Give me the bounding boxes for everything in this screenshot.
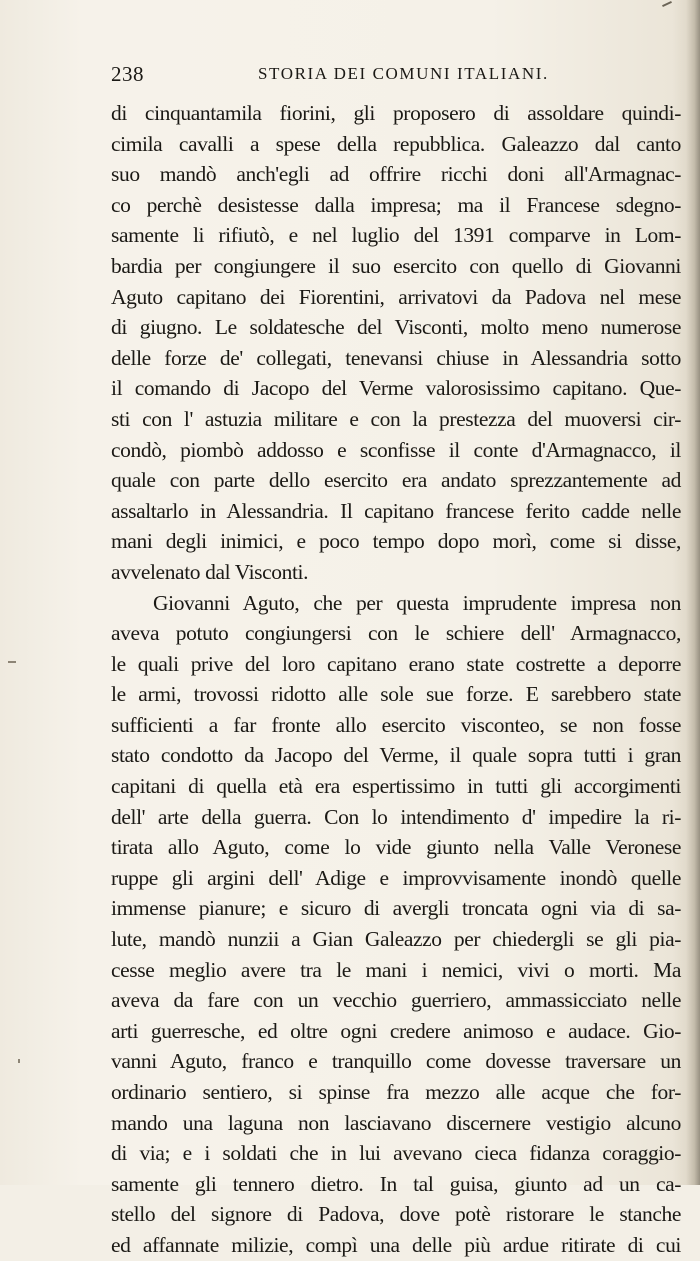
text-line: assaltarlo in Alessandria. Il capitano francese ferito cadde nelle: [111, 498, 681, 523]
text-line: il comando di Jacopo del Verme valorosissimo capitano. Que-: [111, 376, 681, 401]
text-line: samente gli tennero dietro. In tal guisa, giunto ad un ca-: [111, 1171, 681, 1196]
text-line: aveva da fare con un vecchio guerriero, ammassicciato nelle: [111, 988, 681, 1013]
page-edge-shadow: [686, 0, 700, 1185]
text-line: stello del signore di Padova, dove potè ristorare le stanche: [111, 1202, 681, 1227]
paragraph-1: [111, 98, 681, 588]
text-line: avvelenato dal Visconti.: [111, 559, 309, 584]
text-line: mani degli inimici, e poco tempo dopo morì, come si disse,: [111, 529, 681, 554]
text-line: ordinario sentiero, si spinse fra mezzo alle acque che for-: [111, 1080, 681, 1104]
text-line: di giugno. Le soldatesche del Visconti, molto meno numerose: [111, 315, 681, 340]
ink-speck: [18, 1059, 20, 1063]
text-line: sufficienti a far fronte allo esercito visconteo, se non fosse: [111, 712, 681, 737]
text-line: stato condotto da Jacopo del Verme, il quale sopra tutti i gran: [111, 743, 681, 768]
text-line: bardia per congiungere il suo esercito con quello di Giovanni: [111, 253, 681, 278]
text-line: vanni Aguto, franco e tranquillo come dovesse traversare un: [111, 1049, 681, 1074]
text-line: delle forze de' collegati, tenevansi chiuse in Alessandria sotto: [111, 345, 681, 370]
text-line: le armi, trovossi ridotto alle sole sue forze. E sarebbero state: [111, 682, 681, 707]
text-line: cesse meglio avere tra le mani i nemici, vivi o morti. Ma: [111, 957, 681, 982]
text-line: mando una laguna non lasciavano discernere vestigio alcuno: [111, 1110, 681, 1135]
text-line: samente li rifiutò, e nel luglio del 1391 comparve in Lom-: [111, 223, 681, 248]
paragraph-2: [111, 588, 681, 1261]
text-line: dell' arte della guerra. Con lo intendimento d' impedire la ri-: [111, 804, 681, 829]
ink-speck: [662, 1, 672, 7]
text-line: sti con l' astuzia militare e con la prestezza del muoversi cir-: [111, 406, 681, 431]
text-line: arti guerresche, ed oltre ogni credere animoso e audace. Gio-: [111, 1018, 681, 1043]
text-line: capitani di quella età era espertissimo in tutti gli accorgimenti: [111, 774, 681, 799]
text-line: tirata allo Aguto, come lo vide giunto nella Valle Veronese: [111, 835, 681, 860]
text-line: aveva potuto congiungersi con le schiere dell' Armagnacco,: [111, 621, 681, 646]
text-line: lute, mandò nunzii a Gian Galeazzo per chiedergli se gli pia-: [111, 927, 681, 952]
page-header: [111, 62, 681, 90]
text-line: condò, piombò addosso e sconfisse il conte d'Armagnacco, il: [111, 437, 681, 462]
text-line: Aguto capitano dei Fiorentini, arrivatovi da Padova nel mese: [111, 284, 681, 309]
body-text: [111, 98, 681, 1261]
text-line: le quali prive del loro capitano erano state costrette a deporre: [111, 651, 681, 676]
text-line: immense pianure; e sicuro di avergli troncata ogni via di sa-: [111, 896, 681, 921]
text-line: cimila cavalli a spese della repubblica. Galeazzo dal canto: [111, 131, 681, 156]
text-line: di via; e i soldati che in lui avevano cieca fidanza coraggio-: [111, 1141, 681, 1166]
ink-speck: [8, 661, 16, 663]
text-line: suo mandò anch'egli ad offrire ricchi doni all'Armagnac-: [111, 162, 681, 187]
text-line: ruppe gli argini dell' Adige e improvvisamente inondò quelle: [111, 865, 681, 890]
text-line: di cinquantamila fiorini, gli proposero di assoldare quindi-: [111, 101, 681, 125]
text-line: quale con parte dello esercito era andato sprezzantemente ad: [111, 468, 681, 493]
text-line: ed affannate milizie, compì una delle più ardue ritirate di cui: [111, 1232, 681, 1257]
text-line: co perchè desistesse dalla impresa; ma il Francese sdegno-: [111, 192, 681, 217]
running-title: STORIA DEI COMUNI ITALIANI.: [258, 64, 549, 83]
page-number: 238: [111, 62, 144, 86]
text-line: Giovanni Aguto, che per questa imprudente impresa non: [153, 590, 681, 615]
